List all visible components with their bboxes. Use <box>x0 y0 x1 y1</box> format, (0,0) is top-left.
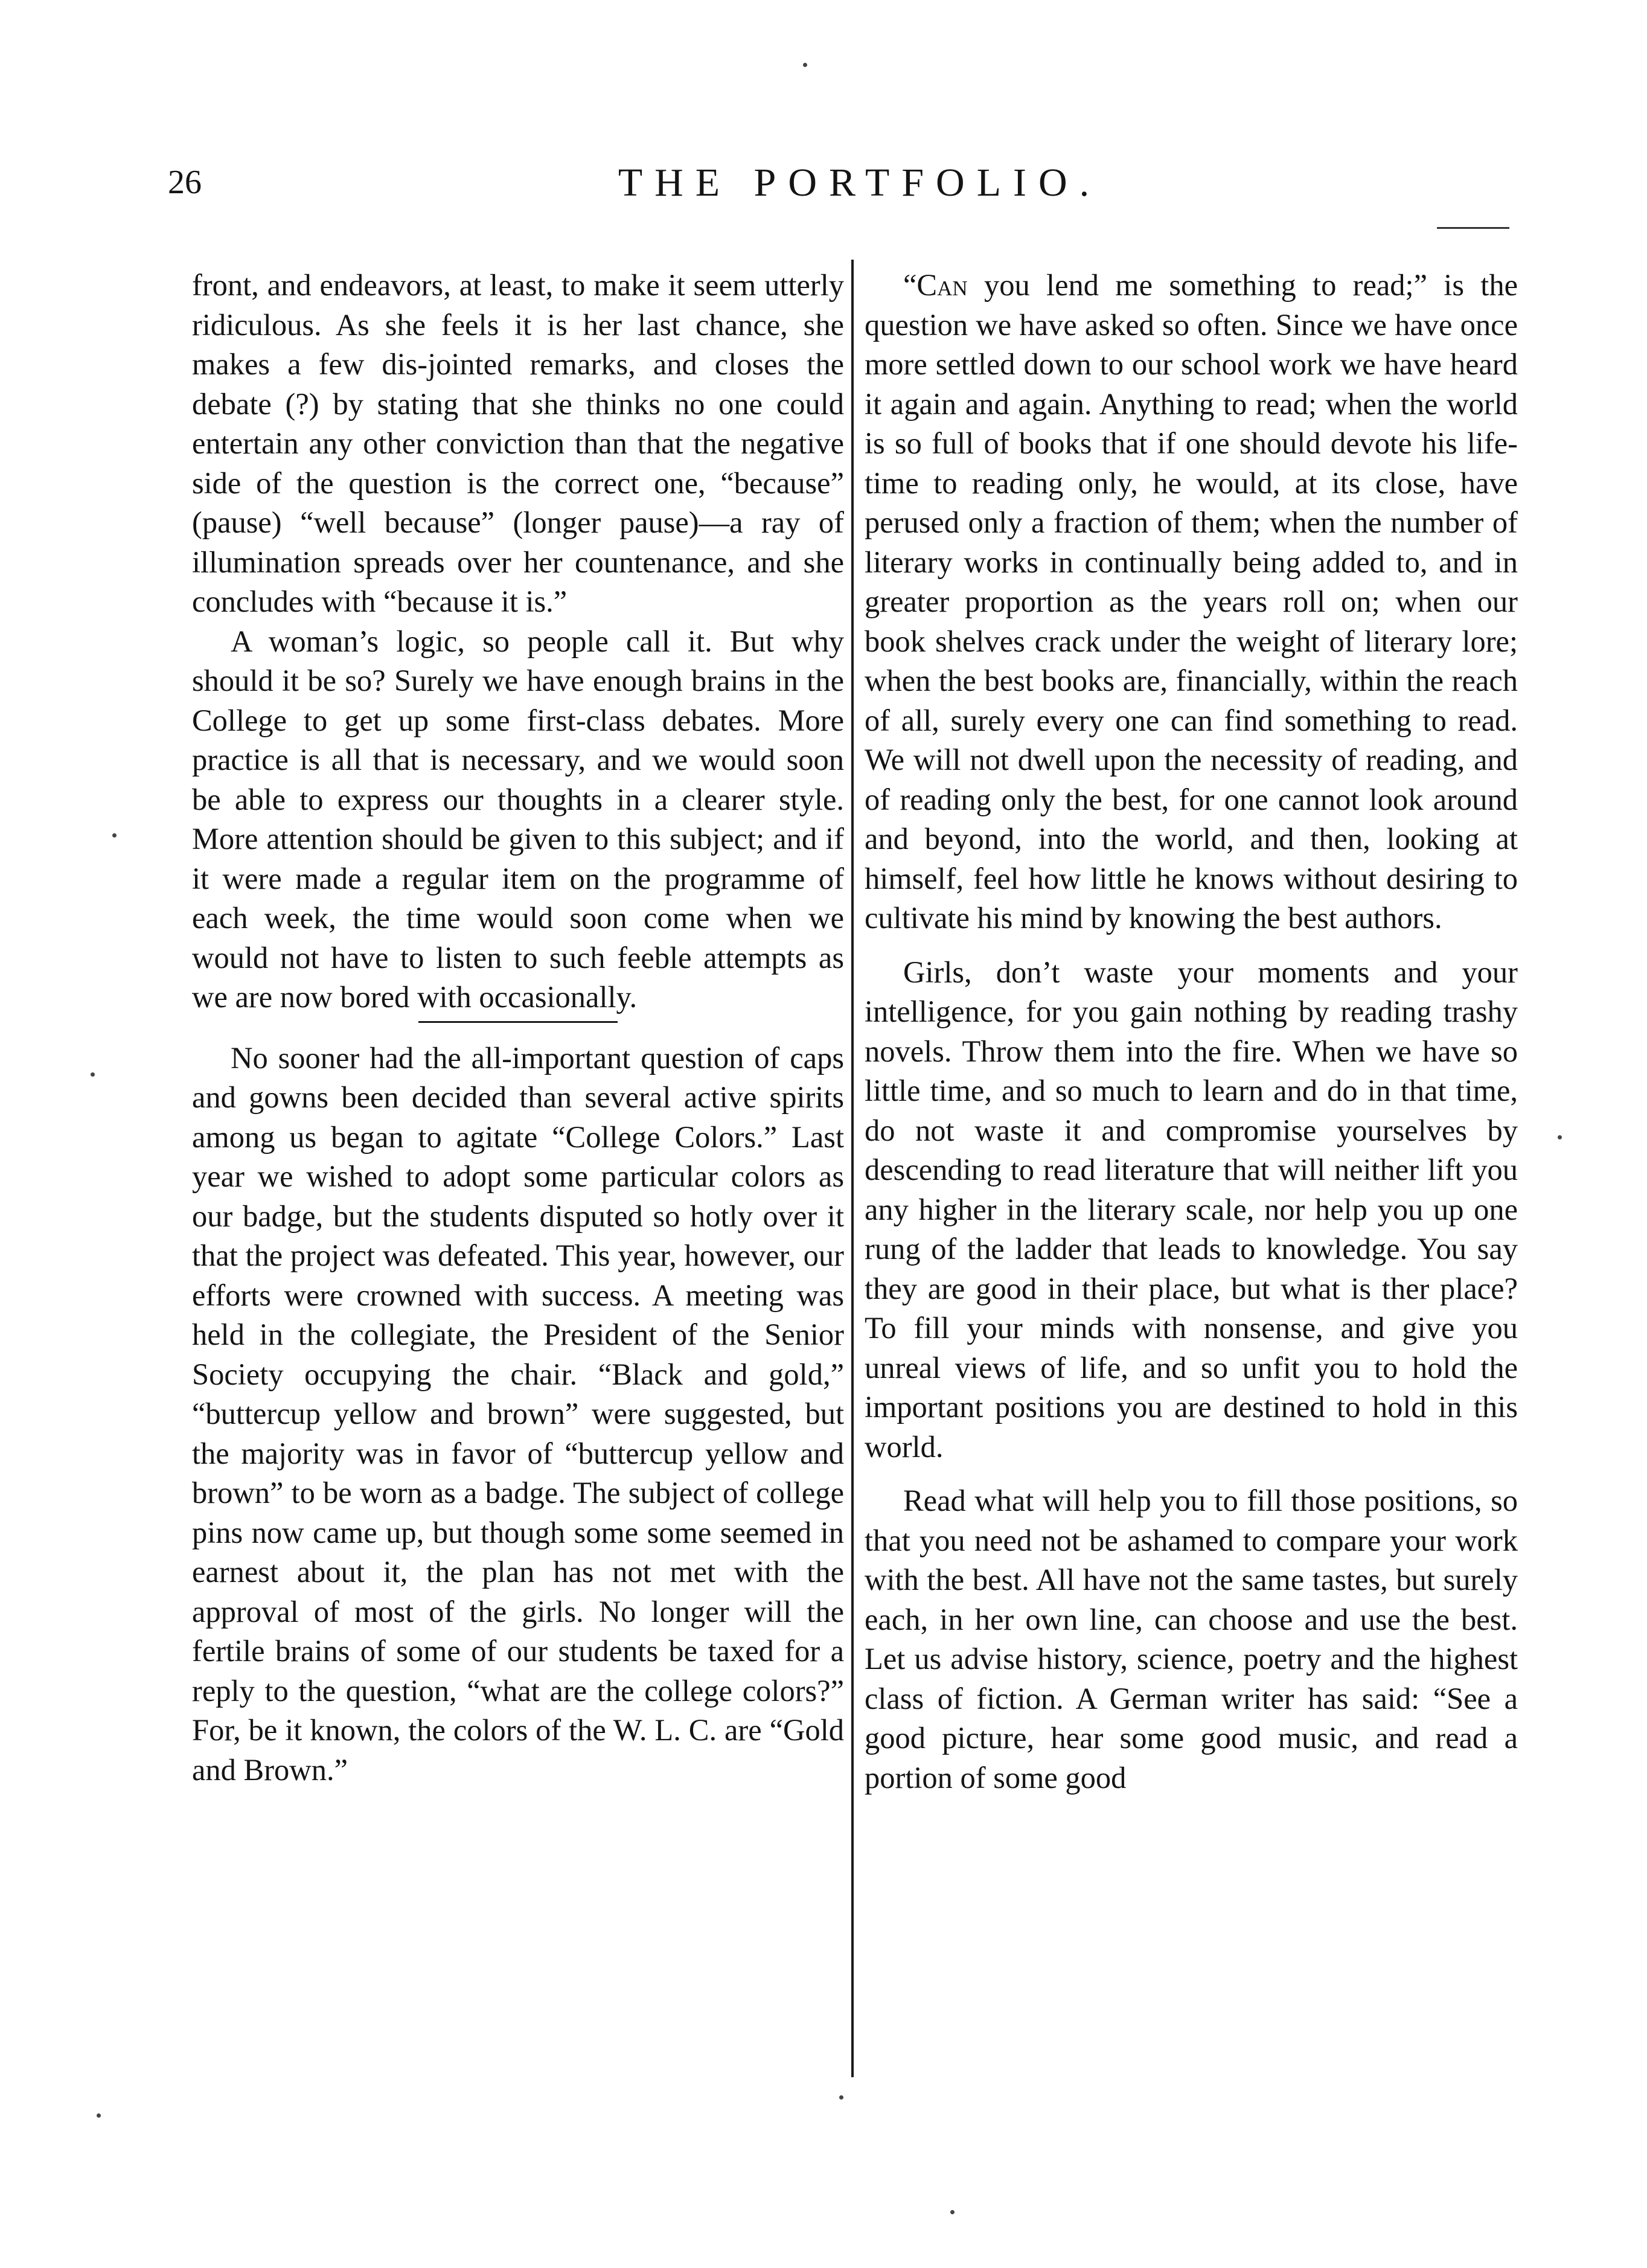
column-divider <box>851 260 854 2077</box>
header-rule <box>1437 227 1509 229</box>
paper-speck <box>97 2113 101 2118</box>
left-column <box>192 266 844 1790</box>
paper-speck <box>803 63 807 67</box>
paper-speck <box>91 1072 95 1077</box>
left-paragraph-3: No sooner had the all-important question of caps and gowns been decided than several active spirits among us began to agitate “College Colors.” Last year we wished to adopt some particular colors as our badge, but the students disputed so hotly over it that the project was defeated. This year, however, our efforts were crowned with success. A meeting was held in the collegiate, the President of the Senior Society occupying the chair. “Black and gold,” “buttercup yellow and brown” were suggested, but the majority was in favor of “buttercup yellow and brown” to be worn as a badge. The subject of college pins now came up, but though some some seemed in earnest about it, the plan has not met with the approval of most of the girls. No longer will the fertile brains of some of our students be taxed for a reply to the question, “what are the college colors?” For, be it known, the colors of the W. L. C. are “Gold and Brown.” <box>192 1040 844 1787</box>
paper-speck <box>112 833 117 838</box>
right-paragraph-1-body: you lend me something to read;” is the question we have asked so often. Since we have once more settled down to our school work we have heard it again and again. Anything to read; when the world is so full of books that if one should devote his life-time to reading only, he would, at its close, have perused only a fraction of them; when the number of literary works in continually being added to, and in greater proportion as the years roll on; when our book shelves crack under the weight of literary lore; when the best books are, financially, within the reach of all, surely every one can find something to read. We will not dwell upon the necessity of reading, and of reading only the best, for one cannot look around and beyond, into the world, and then, looking at himself, feel how little he knows without desiring to cultivate his mind by knowing the best authors. <box>865 268 1518 935</box>
paper-speck <box>950 2210 955 2214</box>
running-title: THE PORTFOLIO. <box>618 161 1102 205</box>
right-paragraph-1-lead: “Can <box>903 268 968 302</box>
left-paragraph-1: front, and endeavors, at least, to make it seem utterly ridiculous. As she feels it is her last chance, she makes a few dis-jointed remarks, and closes the debate (?) by stating that she thinks no one could entertain any other conviction than that the negative side of the question is the correct one, “because” (pause) “well because” (longer pause)—a ray of illumination spreads over her countenance, and she concludes with “because it is.” <box>192 268 844 618</box>
paper-speck <box>839 2095 843 2100</box>
left-paragraph-2: A woman’s logic, so people call it. But why should it be so? Surely we have enough brains in the College to get up some first-class debates. More practice is all that is necessary, and we would soon be able to express our thoughts in a clearer style. More attention should be given to this subject; and if it were made a regular item on the programme of each week, the time would soon come when we would not have to listen to such feeble attempts as we are now bored with occasionally. <box>192 624 844 1014</box>
right-paragraph-2: Girls, don’t waste your moments and your intelligence, for you gain nothing by reading trashy novels. Throw them into the fire. When we have so little time, and so much to learn and do in that time, do not waste it and compromise yourselves by descending to read literature that will neither lift you any higher in the literary scale, nor help you up one rung of the ladder that leads to knowledge. You say they are good in their place, but what is ther place? To fill your minds with nonsense, and give you unreal views of life, and so unfit you to hold the important positions you are destined to hold in this world. <box>865 955 1518 1464</box>
right-column <box>865 266 1518 1798</box>
right-paragraph-3: Read what will help you to fill those positions, so that you need not be ashamed to compare your work with the best. All have not the same tastes, but surely each, in her own line, can choose and use the best. Let us advise history, science, poetry and the highest class of fiction. A German writer has said: “See a good picture, hear some good music, and read a portion of some good <box>865 1484 1518 1795</box>
right-paragraph-1 <box>865 266 1518 938</box>
page-number: 26 <box>168 164 202 201</box>
paper-speck <box>1558 1135 1562 1139</box>
section-separator <box>418 1021 618 1023</box>
